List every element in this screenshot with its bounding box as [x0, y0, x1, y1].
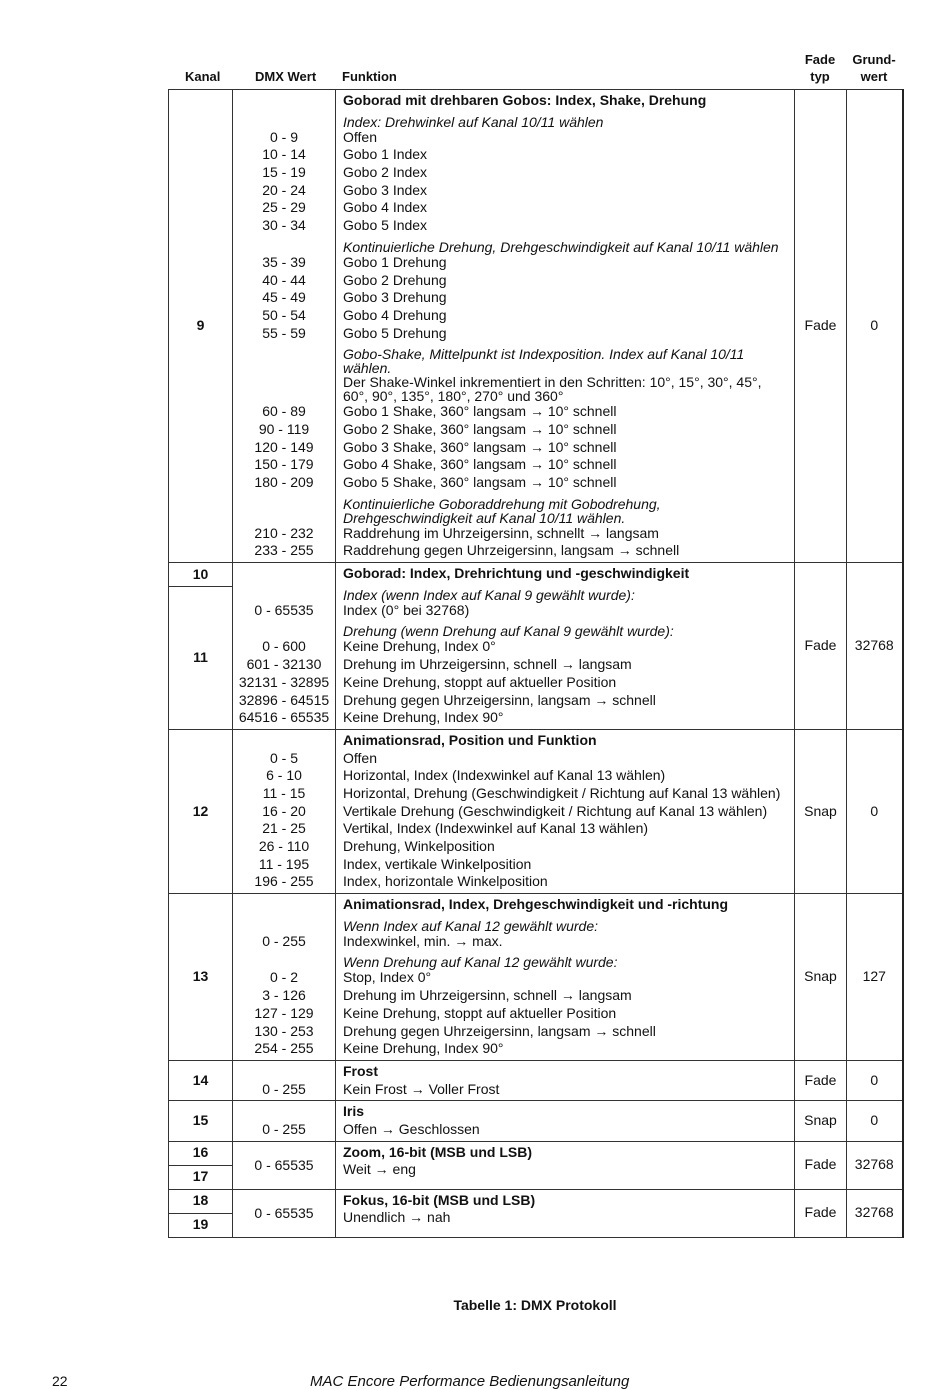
dmx-value: 32896 - 64515: [238, 691, 330, 708]
function-text: Vertikale Drehung (Geschwindigkeit / Richtung auf Kanal 13 wählen): [343, 802, 768, 819]
dmx-value: 11 - 15: [262, 784, 306, 801]
default-value-cell: 32768: [847, 1189, 903, 1237]
dmx-value: 40 - 44: [262, 271, 306, 288]
dmx-table: [168, 89, 904, 1238]
dmx-values-cell: [233, 1101, 336, 1141]
dmx-value: 20 - 24: [262, 181, 306, 198]
dmx-value: 120 - 149: [254, 438, 314, 455]
section-note: Der Shake-Winkel inkrementiert in den Schritten: 10°, 15°, 30°, 45°, 60°, 90°, 135°, 180°, 270° und 360°: [343, 374, 762, 405]
section-title: Animationsrad, Position und Funktion: [343, 731, 597, 748]
dmx-value: 3 - 126: [262, 987, 306, 1004]
function-text: Gobo 5 Drehung: [343, 324, 447, 341]
section-title: Frost: [343, 1062, 378, 1079]
dmx-value: 601 - 32130: [246, 656, 322, 673]
function-text: Vertikal, Index (Indexwinkel auf Kanal 13 wählen): [343, 820, 649, 837]
dmx-value: 0 - 5: [269, 749, 298, 766]
dmx-value: 130 - 253: [254, 1022, 314, 1039]
header-funktion: Funktion: [342, 69, 397, 84]
dmx-values-cell: [233, 1060, 336, 1100]
default-value-cell: 32768: [847, 1141, 903, 1189]
dmx-value: 0 - 600: [262, 638, 306, 655]
section-note: Drehung (wenn Drehung auf Kanal 9 gewählt wurde):: [343, 623, 674, 640]
footer-title: MAC Encore Performance Bedienungsanleitung: [310, 1373, 630, 1390]
dmx-value: 127 - 129: [254, 1004, 314, 1021]
kanal-cell: 10: [169, 563, 233, 587]
dmx-value: 45 - 49: [262, 289, 306, 306]
function-text: Gobo 4 Shake, 360° langsam → 10° schnell: [343, 456, 617, 473]
dmx-value: 26 - 110: [258, 838, 310, 854]
header-kanal: Kanal: [185, 69, 221, 84]
dmx-value: 16 - 20: [262, 802, 306, 819]
table-row: [169, 1060, 903, 1100]
dmx-value: 90 - 119: [258, 420, 310, 437]
function-text: Keine Drehung, Index 90°: [343, 709, 504, 726]
table-row: [169, 1189, 903, 1213]
default-value-cell: 0: [847, 1101, 903, 1141]
dmx-value: 32131 - 32895: [238, 673, 330, 690]
function-text: Gobo 2 Index: [343, 164, 428, 181]
function-text: Index, vertikale Winkelposition: [343, 855, 532, 872]
dmx-value: 25 - 29: [262, 199, 306, 216]
dmx-value: 210 - 232: [254, 524, 314, 541]
header-dmx-wert: DMX Wert: [255, 69, 317, 84]
dmx-value: 15 - 19: [262, 164, 306, 181]
kanal-cell: 16: [169, 1141, 233, 1165]
section-title: Animationsrad, Index, Drehgeschwindigkeit und -richtung: [343, 896, 729, 913]
kanal-cell: 11: [169, 587, 233, 730]
kanal-cell: 13: [169, 894, 233, 1061]
default-value-cell: 0: [847, 1060, 903, 1100]
dmx-value: 233 - 255: [254, 542, 314, 559]
section-note: Wenn Drehung auf Kanal 12 gewählt wurde:: [343, 954, 618, 971]
fade-type-cell: Fade: [795, 1189, 847, 1237]
function-text: Raddrehung im Uhrzeigersinn, schnellt → langsam: [343, 524, 659, 541]
kanal-cell: 12: [169, 729, 233, 893]
fade-type-cell: Fade: [795, 1060, 847, 1100]
dmx-value: 180 - 209: [254, 474, 314, 490]
section-title: Zoom, 16-bit (MSB und LSB): [343, 1143, 532, 1160]
function-text: Gobo 1 Drehung: [343, 253, 447, 270]
function-text: Gobo 2 Drehung: [343, 271, 447, 288]
section-note: Kontinuierliche Goboraddrehung mit Gobodrehung, Drehgeschwindigkeit auf Kanal 10/11 wählen.: [343, 495, 661, 526]
function-text: Drehung gegen Uhrzeigersinn, langsam → schnell: [343, 691, 656, 708]
dmx-value: 254 - 255: [254, 1040, 314, 1057]
dmx-value: 6 - 10: [266, 767, 302, 784]
function-text: Drehung gegen Uhrzeigersinn, langsam → schnell: [343, 1022, 656, 1039]
dmx-value: 11 - 195: [258, 855, 310, 872]
fade-type-cell: Fade: [795, 1141, 847, 1189]
function-text: Gobo 4 Index: [343, 199, 428, 216]
section-title: Fokus, 16-bit (MSB und LSB): [343, 1191, 536, 1208]
function-cell: [336, 563, 795, 730]
section-note: Index (wenn Index auf Kanal 9 gewählt wurde):: [343, 586, 635, 603]
kanal-cell: 9: [169, 90, 233, 563]
function-text: Offen: [343, 749, 377, 766]
section-note: Index: Drehwinkel auf Kanal 10/11 wählen: [343, 113, 604, 130]
function-cell: [336, 729, 795, 893]
function-text: Gobo 3 Index: [343, 181, 428, 198]
dmx-values-cell: [233, 563, 336, 730]
fade-type-cell: Fade: [795, 563, 847, 730]
dmx-values-cell: [233, 894, 336, 1061]
function-text: Gobo 5 Index: [343, 217, 428, 234]
function-text: Keine Drehung, Index 90°: [343, 1040, 504, 1057]
table-row: [169, 563, 903, 587]
function-text: Stop, Index 0°: [343, 969, 432, 986]
section-title: Goborad: Index, Drehrichtung und -geschwindigkeit: [343, 565, 690, 582]
dmx-value: 10 - 14: [262, 146, 306, 163]
function-text: Gobo 3 Shake, 360° langsam → 10° schnell: [343, 438, 617, 455]
function-text: Weit → eng: [343, 1161, 416, 1178]
default-value-cell: 0: [847, 90, 903, 563]
dmx-value: 60 - 89: [262, 403, 306, 420]
function-text: Drehung im Uhrzeigersinn, schnell → langsam: [343, 656, 632, 673]
function-text: Index, horizontale Winkelposition: [343, 873, 548, 890]
kanal-cell: 15: [169, 1101, 233, 1141]
function-text: Keine Drehung, stoppt auf aktueller Position: [343, 673, 617, 690]
page-number: 22: [52, 1373, 68, 1389]
dmx-value: 0 - 65535: [254, 601, 314, 618]
function-text: Gobo 1 Index: [343, 146, 428, 163]
table-row: [169, 894, 903, 1061]
section-note: Wenn Index auf Kanal 12 gewählt wurde:: [343, 917, 599, 934]
kanal-cell: 17: [169, 1165, 233, 1189]
fade-type-cell: Fade: [795, 90, 847, 563]
function-cell: [336, 894, 795, 1061]
table-row: [169, 1141, 903, 1165]
kanal-cell: 14: [169, 1060, 233, 1100]
function-text: Unendlich → nah: [343, 1209, 451, 1226]
fade-type-cell: Snap: [795, 1101, 847, 1141]
function-cell: [336, 1101, 795, 1141]
section-note: Kontinuierliche Drehung, Drehgeschwindigkeit auf Kanal 10/11 wählen: [343, 238, 779, 255]
function-cell: [336, 1189, 795, 1237]
function-text: Horizontal, Drehung (Geschwindigkeit / Richtung auf Kanal 13 wählen): [343, 784, 781, 801]
function-text: Indexwinkel, min. → max.: [343, 932, 503, 949]
function-text: Drehung im Uhrzeigersinn, schnell → langsam: [343, 987, 632, 1004]
function-cell: [336, 90, 795, 563]
dmx-value: 55 - 59: [262, 324, 306, 341]
dmx-values-cell: 0 - 65535: [233, 1141, 336, 1189]
function-text: Keine Drehung, stoppt auf aktueller Position: [343, 1004, 617, 1021]
dmx-value: 0 - 255: [262, 932, 306, 949]
function-text: Gobo 4 Drehung: [343, 306, 447, 323]
function-text: Gobo 1 Shake, 360° langsam → 10° schnell: [343, 403, 617, 420]
function-text: Keine Drehung, Index 0°: [343, 638, 496, 655]
dmx-value: 150 - 179: [254, 456, 314, 473]
dmx-value: 64516 - 65535: [238, 709, 330, 726]
table-row: [169, 90, 903, 563]
section-title: Iris: [343, 1103, 365, 1120]
dmx-value: 196 - 255: [254, 873, 314, 890]
dmx-values-cell: [233, 90, 336, 563]
function-cell: [336, 1141, 795, 1189]
dmx-value: 0 - 9: [269, 128, 298, 145]
dmx-value: 50 - 54: [262, 306, 306, 323]
fade-type-cell: Snap: [795, 894, 847, 1061]
default-value-cell: 0: [847, 729, 903, 893]
function-text: Raddrehung gegen Uhrzeigersinn, langsam → schnell: [343, 542, 680, 559]
table-caption: Tabelle 1: DMX Protokoll: [453, 1297, 617, 1313]
dmx-value: 0 - 255: [262, 1120, 306, 1137]
function-text: Kein Frost → Voller Frost: [343, 1080, 500, 1097]
function-text: Gobo 5 Shake, 360° langsam → 10° schnell: [343, 474, 617, 490]
dmx-value: 0 - 2: [269, 969, 298, 986]
kanal-cell: 19: [169, 1213, 233, 1237]
header-grundwert: Grund- wert: [852, 52, 896, 84]
function-text: Gobo 2 Shake, 360° langsam → 10° schnell: [343, 420, 617, 437]
kanal-cell: 18: [169, 1189, 233, 1213]
section-note: Gobo-Shake, Mittelpunkt ist Indexposition. Index auf Kanal 10/11 wählen.: [343, 346, 745, 377]
function-cell: [336, 1060, 795, 1100]
fade-type-cell: Snap: [795, 729, 847, 893]
dmx-value: 30 - 34: [262, 217, 306, 234]
function-text: Offen → Geschlossen: [343, 1120, 480, 1137]
dmx-values-cell: 0 - 65535: [233, 1189, 336, 1237]
default-value-cell: 127: [847, 894, 903, 1061]
function-text: Horizontal, Index (Indexwinkel auf Kanal 13 wählen): [343, 767, 666, 784]
function-text: Index (0° bei 32768): [343, 601, 470, 618]
dmx-values-cell: [233, 729, 336, 893]
table-row: [169, 1101, 903, 1141]
dmx-value: 0 - 255: [262, 1080, 306, 1097]
dmx-value: 35 - 39: [262, 253, 306, 270]
dmx-value: 21 - 25: [262, 820, 306, 837]
function-text: Drehung, Winkelposition: [343, 838, 495, 854]
table-row: [169, 729, 903, 893]
default-value-cell: 32768: [847, 563, 903, 730]
section-title: Goborad mit drehbaren Gobos: Index, Shake, Drehung: [343, 92, 707, 108]
header-fade-typ: Fade typ: [804, 52, 836, 84]
function-text: Offen: [343, 128, 377, 145]
function-text: Gobo 3 Drehung: [343, 289, 447, 306]
